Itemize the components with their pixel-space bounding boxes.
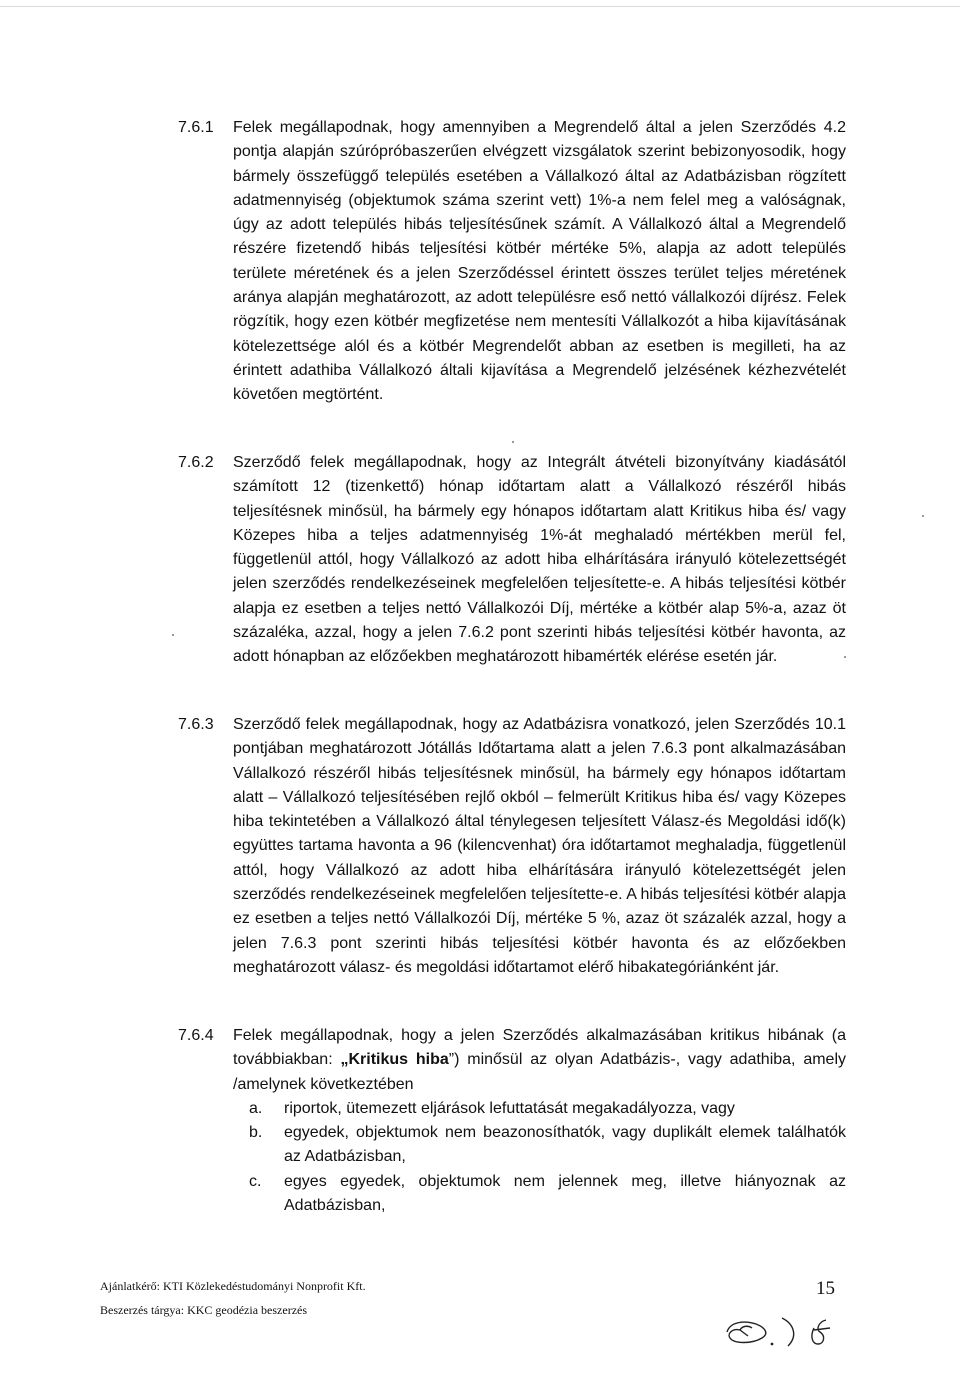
- clause-text: [233, 1024, 846, 1097]
- clause-number: 7.6.2: [178, 454, 214, 471]
- clause-text-before: Felek megállapodnak, hogy a jelen Szerződés alkalmazásában kritikus hibának (a továbbiakban:: [233, 1027, 846, 1069]
- list-marker: a.: [249, 1099, 263, 1117]
- handwritten-initials-icon: [722, 1300, 852, 1355]
- clause-text: Felek megállapodnak, hogy amennyiben a Megrendelő által a jelen Szerződés 4.2 pontja alapján szúrópróbaszerűen elvégzett vizsgálatok szerint bebizonyosodik, hogy bármely összefüggő település esetében a Vállalkozó által az Adatbázisban rögzített adatmennyiség (objektumok száma szerint vett) 1%-a nem felel meg a valóságnak, úgy az adott település hibás teljesítésűnek számít. A Vállalkozó által a Megrendelő részére fizetendő hibás teljesítési kötbér mértéke 5%, alapja az adott település területe méretének és a jelen Szerződéssel érintett összes terület teljes méretének aránya alapján meghatározott, az adott településre eső nettó vállalkozói díjrész. Felek rögzítik, hogy ezen kötbér megfizetése nem mentesíti Vállalkozót a hiba kijavításának kötelezettsége alól és a kötbér Megrendelőt abban az esetben is megilleti, ha az érintett adathiba Vállalkozó általi kijavítása a Megrendelő jelzésének kézhezvételét követően megtörtént.: [233, 119, 846, 404]
- footer-subject: Beszerzés tárgya: KKC geodézia beszerzés: [100, 1303, 308, 1317]
- scan-speck: [512, 441, 514, 443]
- footer-client: Ajánlatkérő: KTI Közlekedéstudományi Nonprofit Kft.: [100, 1279, 366, 1293]
- list-item-text: egyedek, objektumok nem beazonosíthatók, vagy duplikált elemek találhatók az Adatbázisban,: [284, 1124, 846, 1166]
- clause-text: Szerződő felek megállapodnak, hogy az Integrált átvételi bizonyítvány kiadásától számított 12 (tizenkettő) hónap időtartam alatt a Vállalkozó részéről hibás teljesítésnek minősül, ha bármely egy hónapos időtartam alatt Kritikus hiba és/ vagy Közepes hiba a teljes adatmennyiség 1%-át meghaladó mértékben merül fel, függetlenül attól, hogy Vállalkozó az adott hiba elhárítására irányuló kötelezettségét jelen szerződés rendelkezéseinek megfelelően teljesítette-e. A hibás teljesítési kötbér alapja ez esetben a teljes nettó Vállalkozói Díj, mértéke a kötbér alap 5%-a, azaz öt százaléka, azzal, hogy a jelen 7.6.2 pont szerinti hibás teljesítési kötbér havonta, az adott hónapban az előzőekben meghatározott hibamérték elérése esetén jár.: [233, 454, 846, 666]
- clause-text-after: ”) minősül az olyan Adatbázis-, vagy adathiba, amely /amelynek következtében: [233, 1051, 846, 1093]
- page-number: 15: [816, 1278, 835, 1299]
- scan-edge-line: [0, 6, 960, 7]
- list-item: [233, 1121, 846, 1170]
- scan-speck: [844, 656, 846, 658]
- clause-number: 7.6.1: [178, 119, 214, 136]
- list-item: [233, 1170, 846, 1219]
- clause-7-6-1: [178, 116, 846, 408]
- scan-speck: [922, 515, 924, 517]
- clause-7-6-2: [178, 451, 846, 670]
- list-item: [233, 1097, 846, 1121]
- list-marker: b.: [249, 1124, 263, 1142]
- scan-speck: [172, 634, 174, 636]
- clause-number: 7.6.3: [178, 716, 214, 733]
- clause-7-6-3: [178, 713, 846, 980]
- list-item-text: egyes egyedek, objektumok nem jelennek meg, illetve hiányoznak az Adatbázisban,: [284, 1172, 846, 1215]
- list-item-text: riportok, ütemezett eljárások lefuttatását megakadályozza, vagy: [284, 1099, 735, 1117]
- clause-text: Szerződő felek megállapodnak, hogy az Adatbázisra vonatkozó, jelen Szerződés 10.1 pontjában meghatározott Jótállás Időtartama alatt a jelen 7.6.3 pont alkalmazásában Vállalkozó részéről hibás teljesítésnek minősül, ha bármely egy hónapos időtartam alatt – Vállalkozó teljesítésében rejlő okból – felmerült Kritikus hiba és/ vagy Közepes hiba tekintetében a Vállalkozó által ténylegesen teljesített Válasz-és Megoldási idő(k) együttes tartama havonta a 96 (kilencvenhat) óra időtartamot meghaladja, függetlenül attól, hogy Vállalkozó az adott hiba elhárítására irányuló kötelezettségét jelen szerződés rendelkezéseinek megfelelően teljesítette-e. A hibás teljesítési kötbér alapja ez esetben a teljes nettó Vállalkozói Díj, mértéke 5 %, azaz öt százalék azzal, hogy a jelen 7.6.3 pont szerinti hibás teljesítési kötbér havonta és az előzőekben meghatározott válasz- és megoldási időtartamot elérő hibakategóriánként jár.: [233, 716, 846, 976]
- sub-list: [233, 1097, 846, 1218]
- clause-number: 7.6.4: [178, 1027, 214, 1044]
- clause-7-6-4: [178, 1024, 846, 1218]
- defined-term: „Kritikus hiba: [340, 1051, 449, 1069]
- list-marker: c.: [249, 1172, 262, 1190]
